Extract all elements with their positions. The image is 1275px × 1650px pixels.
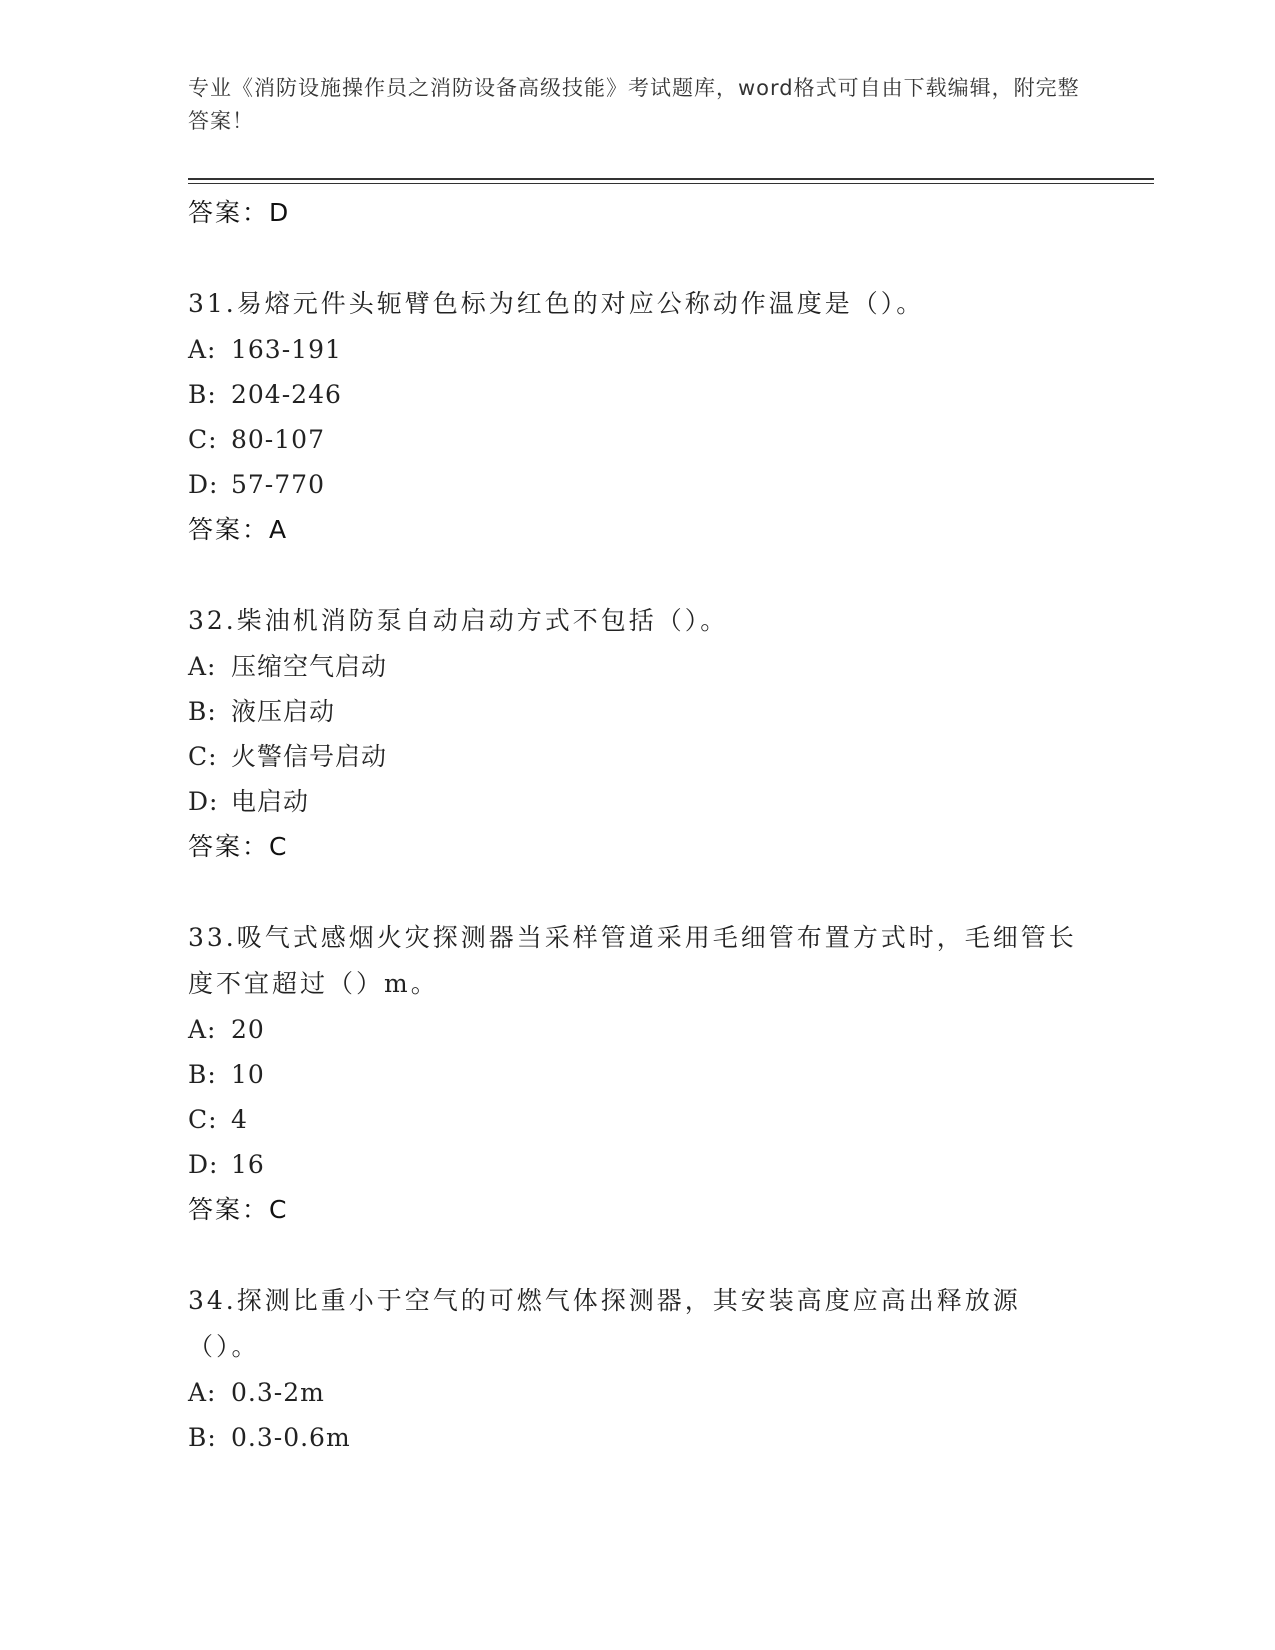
option-d xyxy=(188,779,1088,824)
option-d xyxy=(188,1142,1088,1187)
spacer xyxy=(188,235,1088,281)
question-list xyxy=(188,190,1088,1460)
spacer xyxy=(188,869,1088,915)
question-text: 31.易熔元件头轭臂色标为红色的对应公称动作温度是（）。 xyxy=(188,289,925,318)
option-a xyxy=(188,1370,1088,1415)
question-34 xyxy=(188,1278,1088,1460)
document-header: 专业《消防设施操作员之消防设备高级技能》考试题库，word格式可自由下载编辑，附完整答案！ xyxy=(188,76,1080,133)
option-text: 液压启动 xyxy=(231,697,336,726)
option-text: 16 xyxy=(231,1150,265,1179)
option-text: 80-107 xyxy=(231,425,325,454)
option-a xyxy=(188,644,1088,689)
option-text: 204-246 xyxy=(231,380,342,409)
answer-label: 答案：D xyxy=(188,198,291,227)
option-a xyxy=(188,1007,1088,1052)
option-letter: C: xyxy=(188,1105,218,1134)
option-b xyxy=(188,1415,1088,1460)
option-text: 火警信号启动 xyxy=(231,742,388,771)
question-text: 34.探测比重小于空气的可燃气体探测器，其安装高度应高出释放源（）。 xyxy=(188,1286,1021,1361)
option-letter: C: xyxy=(188,425,218,454)
option-b xyxy=(188,372,1088,417)
option-letter: A: xyxy=(188,1015,217,1044)
option-b xyxy=(188,1052,1088,1097)
question-text: 32.柴油机消防泵自动启动方式不包括（）。 xyxy=(188,606,729,635)
option-letter: B: xyxy=(188,380,217,409)
option-letter: B: xyxy=(188,1060,217,1089)
header-rule-thick xyxy=(188,178,1154,180)
option-letter: A: xyxy=(188,652,217,681)
option-text: 压缩空气启动 xyxy=(231,652,388,681)
option-letter: D: xyxy=(188,1150,219,1179)
answer-label: 答案：A xyxy=(188,515,289,544)
question-32 xyxy=(188,598,1088,869)
option-text: 10 xyxy=(231,1060,265,1089)
option-text: 57-770 xyxy=(231,470,325,499)
option-text: 电启动 xyxy=(231,787,310,816)
answer-label: 答案：C xyxy=(188,832,289,861)
option-text: 0.3-0.6m xyxy=(231,1423,351,1452)
option-a xyxy=(188,327,1088,372)
question-31 xyxy=(188,281,1088,552)
question-33 xyxy=(188,915,1088,1232)
option-text: 163-191 xyxy=(231,335,342,364)
option-c xyxy=(188,1097,1088,1142)
option-text: 4 xyxy=(231,1105,248,1134)
option-letter: C: xyxy=(188,742,218,771)
option-letter: B: xyxy=(188,697,217,726)
option-c xyxy=(188,417,1088,462)
header-rule-thin xyxy=(188,183,1154,184)
option-c xyxy=(188,734,1088,779)
question-text: 33.吸气式感烟火灾探测器当采样管道采用毛细管布置方式时，毛细管长度不宜超过（）m。 xyxy=(188,923,1077,998)
option-letter: D: xyxy=(188,470,219,499)
option-text: 20 xyxy=(231,1015,265,1044)
spacer xyxy=(188,1232,1088,1278)
option-letter: A: xyxy=(188,335,217,364)
spacer xyxy=(188,552,1088,598)
option-d xyxy=(188,462,1088,507)
option-letter: B: xyxy=(188,1423,217,1452)
option-letter: D: xyxy=(188,787,219,816)
option-letter: A: xyxy=(188,1378,217,1407)
answer-label: 答案：C xyxy=(188,1195,289,1224)
option-b xyxy=(188,689,1088,734)
option-text: 0.3-2m xyxy=(231,1378,325,1407)
